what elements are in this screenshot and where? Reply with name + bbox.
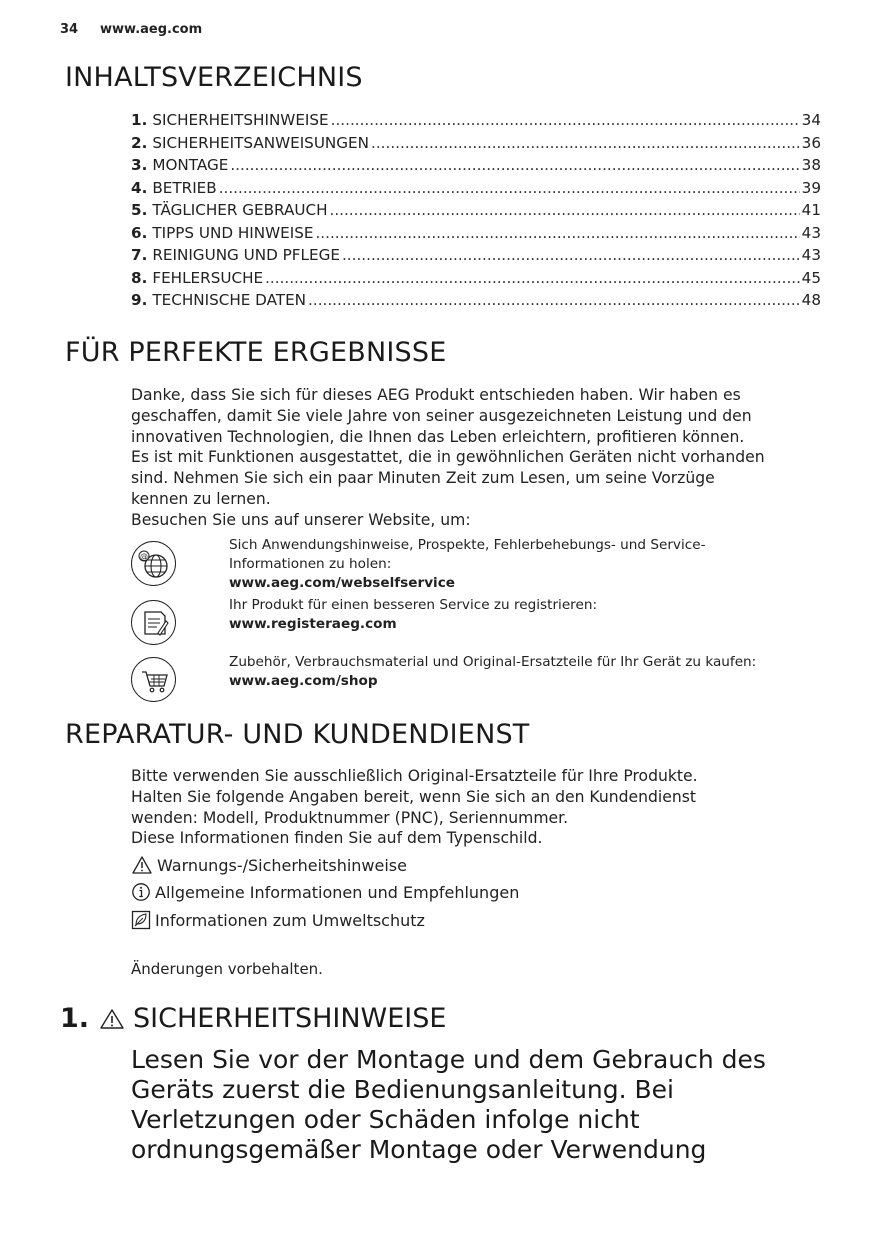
toc-entry-number: 7.: [131, 246, 148, 264]
info-circle-icon: [131, 882, 151, 902]
paragraph-line: Bitte verwenden Sie ausschließlich Original-Ersatzteile für Ihre Produkte.: [131, 767, 698, 785]
legend-info: [131, 882, 519, 902]
paragraph-line: Halten Sie folgende Angaben bereit, wenn Sie sich an den Kundendienst: [131, 787, 696, 806]
toc-leader-dots: [219, 179, 800, 197]
section-title: SICHERHEITSHINWEISE: [133, 1003, 447, 1034]
toc-entry-title: REINIGUNG UND PFLEGE: [152, 246, 340, 264]
changes-reserved-note: Änderungen vorbehalten.: [131, 960, 323, 978]
paragraph-line: ordnungsgemäßer Montage oder Verwendung: [131, 1135, 707, 1164]
paragraph-line: innovativen Technologien, die Ihnen das Leben erleichtern, profitieren können.: [131, 427, 745, 446]
toc-entry-page: 38: [801, 156, 821, 174]
paragraph-line: Es ist mit Funktionen ausgestattet, die in gewöhnlichen Geräten nicht vorhanden: [131, 448, 765, 467]
repair-paragraph: [131, 766, 821, 849]
service-register: [229, 596, 597, 634]
legend-label: Allgemeine Informationen und Empfehlungen: [155, 882, 520, 902]
toc-entry-title: SICHERHEITSHINWEISE: [152, 111, 329, 129]
toc-leader-dots: [342, 246, 800, 264]
toc-entry-page: 43: [801, 246, 821, 264]
paragraph-line: Geräts zuerst die Bedienungsanleitung. Bei: [131, 1075, 674, 1104]
paragraph-line: Danke, dass Sie sich für dieses AEG Produkt entschieden haben. Wir haben es: [131, 386, 741, 404]
toc-entry-title: TECHNISCHE DATEN: [152, 291, 307, 309]
service-text: Ihr Produkt für einen besseren Service zu registrieren:: [229, 597, 598, 613]
toc-leader-dots: [371, 134, 800, 152]
toc-entry[interactable]: [131, 246, 821, 269]
warning-triangle-icon: [131, 855, 153, 875]
toc-entry[interactable]: [131, 269, 821, 292]
section-heading-safety: [60, 1003, 446, 1034]
register-document-icon: [131, 600, 176, 645]
toc-entry-page: 48: [801, 291, 821, 309]
service-text: Zubehör, Verbrauchsmaterial und Original-Ersatzteile für Ihr Gerät zu kaufen:: [229, 654, 757, 670]
toc-entry-page: 39: [801, 178, 821, 197]
paragraph-line: Diese Informationen finden Sie auf dem Typenschild.: [131, 829, 543, 848]
warning-triangle-icon: [99, 1007, 125, 1031]
toc-leader-dots: [265, 269, 800, 287]
paragraph-line: sind. Nehmen Sie sich ein paar Minuten Zeit zum Lesen, um seine Vorzüge: [131, 469, 715, 488]
toc-entry[interactable]: [131, 179, 821, 202]
service-text: Sich Anwendungshinweise, Prospekte, Fehlerbehebungs- und Service-: [229, 537, 706, 553]
legend-label: Informationen zum Umweltschutz: [155, 910, 425, 930]
toc-entry[interactable]: [131, 156, 821, 179]
toc-entry-page: 43: [801, 223, 821, 242]
toc-entry-number: 1.: [131, 111, 148, 129]
webselfservice-link[interactable]: www.aeg.com/webselfservice: [229, 575, 455, 591]
toc-entry[interactable]: [131, 224, 821, 247]
paragraph-line: wenden: Modell, Produktnummer (PNC), Seriennummer.: [131, 808, 569, 827]
safety-intro-text: [131, 1045, 831, 1165]
toc-entry-title: FEHLERSUCHE: [152, 268, 264, 287]
toc-entry[interactable]: [131, 201, 821, 224]
service-text: Informationen zu holen:: [229, 556, 392, 572]
service-shop: [229, 653, 756, 691]
toc-leader-dots: [230, 156, 799, 174]
web-globe-icon: [131, 541, 176, 586]
toc-entry-title: TIPPS UND HINWEISE: [152, 223, 314, 242]
paragraph-line: Besuchen Sie uns auf unserer Website, um:: [131, 510, 471, 529]
toc-leader-dots: [308, 291, 800, 309]
toc-entry[interactable]: [131, 291, 821, 314]
registeraeg-link[interactable]: www.registeraeg.com: [229, 616, 397, 632]
paragraph-line: geschaffen, damit Sie viele Jahre von seiner ausgezeichneten Leistung und den: [131, 406, 752, 425]
toc-entry-title: TÄGLICHER GEBRAUCH: [152, 201, 328, 219]
toc-entry-number: 8.: [131, 268, 148, 287]
toc-entry-number: 6.: [131, 223, 148, 242]
intro-paragraph: [131, 385, 821, 531]
toc-entry-title: MONTAGE: [152, 156, 229, 174]
paragraph-line: Verletzungen oder Schäden infolge nicht: [131, 1105, 640, 1134]
toc-leader-dots: [330, 201, 800, 219]
toc-entry-number: 5.: [131, 201, 148, 219]
toc-entry-page: 36: [801, 133, 821, 152]
legend-warning: [131, 855, 407, 875]
toc-entry[interactable]: [131, 111, 821, 134]
toc-entry-number: 4.: [131, 178, 148, 197]
shop-link[interactable]: www.aeg.com/shop: [229, 673, 378, 689]
toc-entry-number: 3.: [131, 156, 148, 174]
paragraph-line: kennen zu lernen.: [131, 489, 271, 508]
section-number: 1.: [60, 1003, 90, 1034]
service-webselfservice: [229, 536, 705, 593]
toc-entry-title: BETRIEB: [152, 178, 217, 197]
toc-entry-page: 45: [801, 268, 821, 287]
toc-leader-dots: [331, 111, 800, 129]
toc-entry-page: 41: [801, 201, 821, 219]
header-website-link[interactable]: www.aeg.com: [100, 22, 203, 37]
toc-leader-dots: [315, 224, 799, 242]
toc-heading: INHALTSVERZEICHNIS: [65, 62, 363, 93]
legend-label: Warnungs-/Sicherheitshinweise: [157, 855, 407, 875]
section-heading-repair-service: REPARATUR- UND KUNDENDIENST: [65, 719, 530, 750]
toc-entry-page: 34: [801, 111, 821, 129]
section-heading-perfect-results: FÜR PERFEKTE ERGEBNISSE: [65, 337, 447, 368]
paragraph-line: Lesen Sie vor der Montage und dem Gebrauch des: [131, 1045, 766, 1074]
toc-entry-number: 9.: [131, 291, 148, 309]
svg-text:@: @: [139, 551, 148, 561]
environment-leaf-icon: [131, 910, 151, 930]
page-number: 34: [60, 22, 79, 37]
toc-entry-number: 2.: [131, 133, 148, 152]
toc-entry[interactable]: [131, 134, 821, 157]
legend-environment: [131, 910, 425, 930]
table-of-contents: [131, 111, 821, 314]
shopping-cart-icon: [131, 657, 176, 702]
toc-entry-title: SICHERHEITSANWEISUNGEN: [152, 133, 370, 152]
